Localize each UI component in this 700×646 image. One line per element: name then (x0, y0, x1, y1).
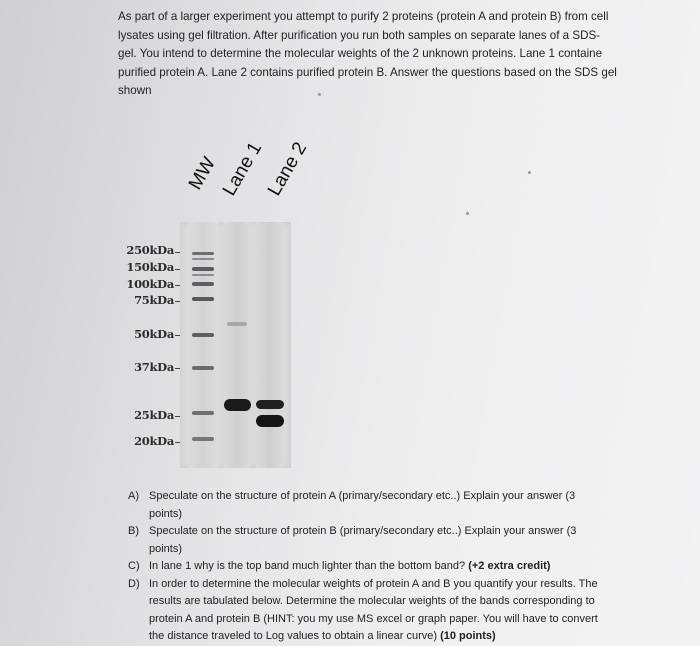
ladder-band-100 (192, 282, 214, 286)
marker-label-50: 50kDa (134, 327, 174, 341)
question-letter: A) (128, 490, 139, 502)
lane-1-band-dark (224, 399, 251, 411)
question-c (128, 558, 598, 576)
question-a (128, 488, 598, 523)
question-text: Speculate on the structure of protein A (primary/secondary etc..) Explain your answer (3 points) (149, 490, 576, 520)
marker-label-37: 37kDa (134, 360, 174, 374)
ladder-band-25 (192, 411, 214, 415)
marker-label-150: 150kDa (126, 260, 174, 274)
page-speck (318, 93, 321, 96)
questions-list (128, 488, 598, 646)
page-speck (466, 212, 469, 215)
ladder-band-faint (192, 258, 214, 260)
marker-label-100: 100kDa (126, 277, 174, 291)
question-text: In lane 1 why is the top band much lighter than the bottom band? (149, 560, 466, 572)
header-lane-1: Lane 1 (218, 138, 267, 200)
intro-paragraph: As part of a larger experiment you attempt to purify 2 proteins (protein A and protein B) from cell lysates using gel filtration. After purification you run both samples on separate lanes of a SDS-gel. You intend to determine the molecular weights of the 2 unknown proteins. Lane 1 containe purified protein A. Lane 2 contains purified protein B. Answer the questions based on the SDS gel shown (118, 10, 617, 97)
marker-label-20: 20kDa (134, 434, 174, 448)
ladder-band-50 (192, 333, 214, 337)
question-points: (+2 extra credit) (468, 560, 551, 572)
ladder-band-faint (192, 274, 214, 276)
lane-1 (224, 222, 250, 468)
header-lane-2: Lane 2 (263, 138, 312, 200)
ladder-band-37 (192, 366, 214, 370)
lane-2-band-upper (256, 400, 284, 409)
question-b (128, 523, 598, 558)
marker-label-75: 75kDa (134, 293, 174, 307)
lane-2 (256, 222, 283, 468)
question-letter: C) (128, 560, 140, 572)
question-text: In order to determine the molecular weights of protein A and B you quantify your results. The results are tabulated below. Determine the molecular weights of the bands corresponding to protein A and protein B (HINT: you my use MS excel or graph paper. You will have to convert the distance traveled to Log values to obtain a linear curve) (149, 577, 598, 642)
question-text: Speculate on the structure of protein B (primary/secondary etc..) Explain your answer (3 points) (149, 525, 577, 555)
page-speck (528, 171, 531, 174)
marker-label-25: 25kDa (134, 408, 174, 422)
question-points: (10 points) (440, 630, 496, 642)
marker-label-250: 250kDa (126, 243, 174, 257)
gel-image (180, 222, 291, 468)
ladder-band-250 (192, 252, 214, 255)
question-d (128, 576, 598, 646)
ladder-band-75 (192, 297, 214, 301)
question-letter: D) (128, 577, 140, 590)
ladder-band-20 (192, 437, 214, 441)
ladder-band-150 (192, 267, 214, 271)
question-letter: B) (128, 525, 139, 537)
header-mw: MW (184, 153, 221, 194)
lane-1-band-light (227, 322, 247, 326)
lane-2-band-lower (256, 415, 284, 427)
